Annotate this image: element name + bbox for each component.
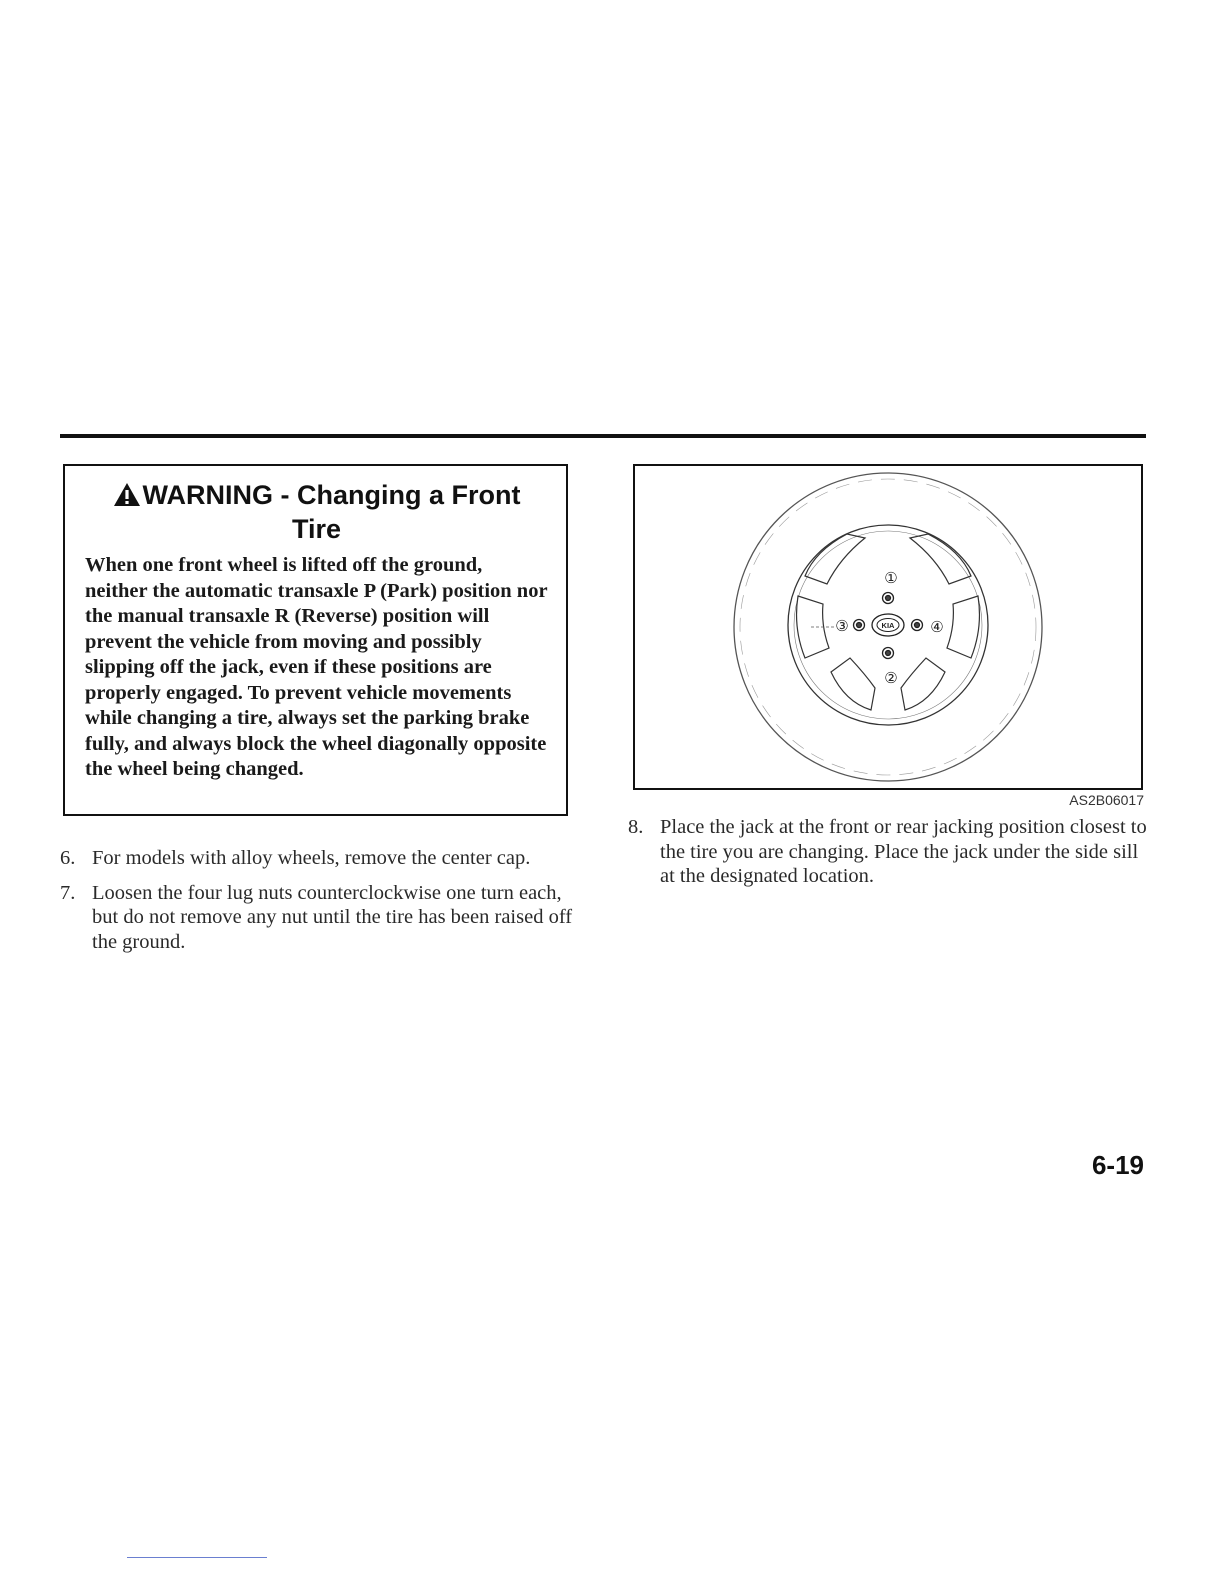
steps-right bbox=[628, 815, 1148, 899]
step-7 bbox=[60, 881, 575, 955]
warning-title-text: WARNING - Changing a Front Tire bbox=[142, 480, 521, 544]
warning-body: When one front wheel is lifted off the ground, neither the automatic transaxle P (Park) position nor the manual transaxle R (Reverse) position will prevent the vehicle from moving and possibly slipping off the jack, even if these positions are properly engaged. To prevent vehicle movements while changing a tire, always set the parking brake fully, and always block the wheel diagonally opposite the wheel being changed. bbox=[85, 554, 548, 780]
steps-left bbox=[60, 846, 575, 964]
step-text: Place the jack at the front or rear jacking position closest to the tire you are changing. Place the jack under the side sill at the designated location. bbox=[660, 816, 1147, 887]
hub-logo: KIA bbox=[881, 621, 895, 630]
lug-label-4: ④ bbox=[930, 618, 944, 636]
warning-triangle-icon bbox=[113, 482, 141, 514]
wheel-illustration bbox=[635, 466, 1141, 788]
warning-box bbox=[63, 464, 568, 816]
step-text: Loosen the four lug nuts counterclockwise one turn each, but do not remove any nut until the tire has been raised off the ground. bbox=[92, 881, 573, 953]
step-8 bbox=[628, 815, 1148, 889]
step-number: 8. bbox=[628, 816, 644, 838]
lug-label-3: ③ bbox=[835, 617, 849, 635]
step-text: For models with alloy wheels, remove the center cap. bbox=[92, 847, 531, 869]
bottom-rule bbox=[127, 1557, 267, 1558]
step-6 bbox=[60, 846, 575, 871]
warning-title bbox=[85, 480, 548, 545]
step-number: 6. bbox=[60, 847, 76, 869]
top-rule bbox=[60, 434, 1146, 438]
lug-label-1: ① bbox=[884, 569, 898, 587]
step-number: 7. bbox=[60, 881, 76, 904]
lug-label-2: ② bbox=[884, 669, 898, 687]
figure-code: AS2B06017 bbox=[1069, 792, 1144, 808]
page-number: 6-19 bbox=[1091, 1150, 1144, 1180]
wheel-figure bbox=[633, 464, 1143, 790]
